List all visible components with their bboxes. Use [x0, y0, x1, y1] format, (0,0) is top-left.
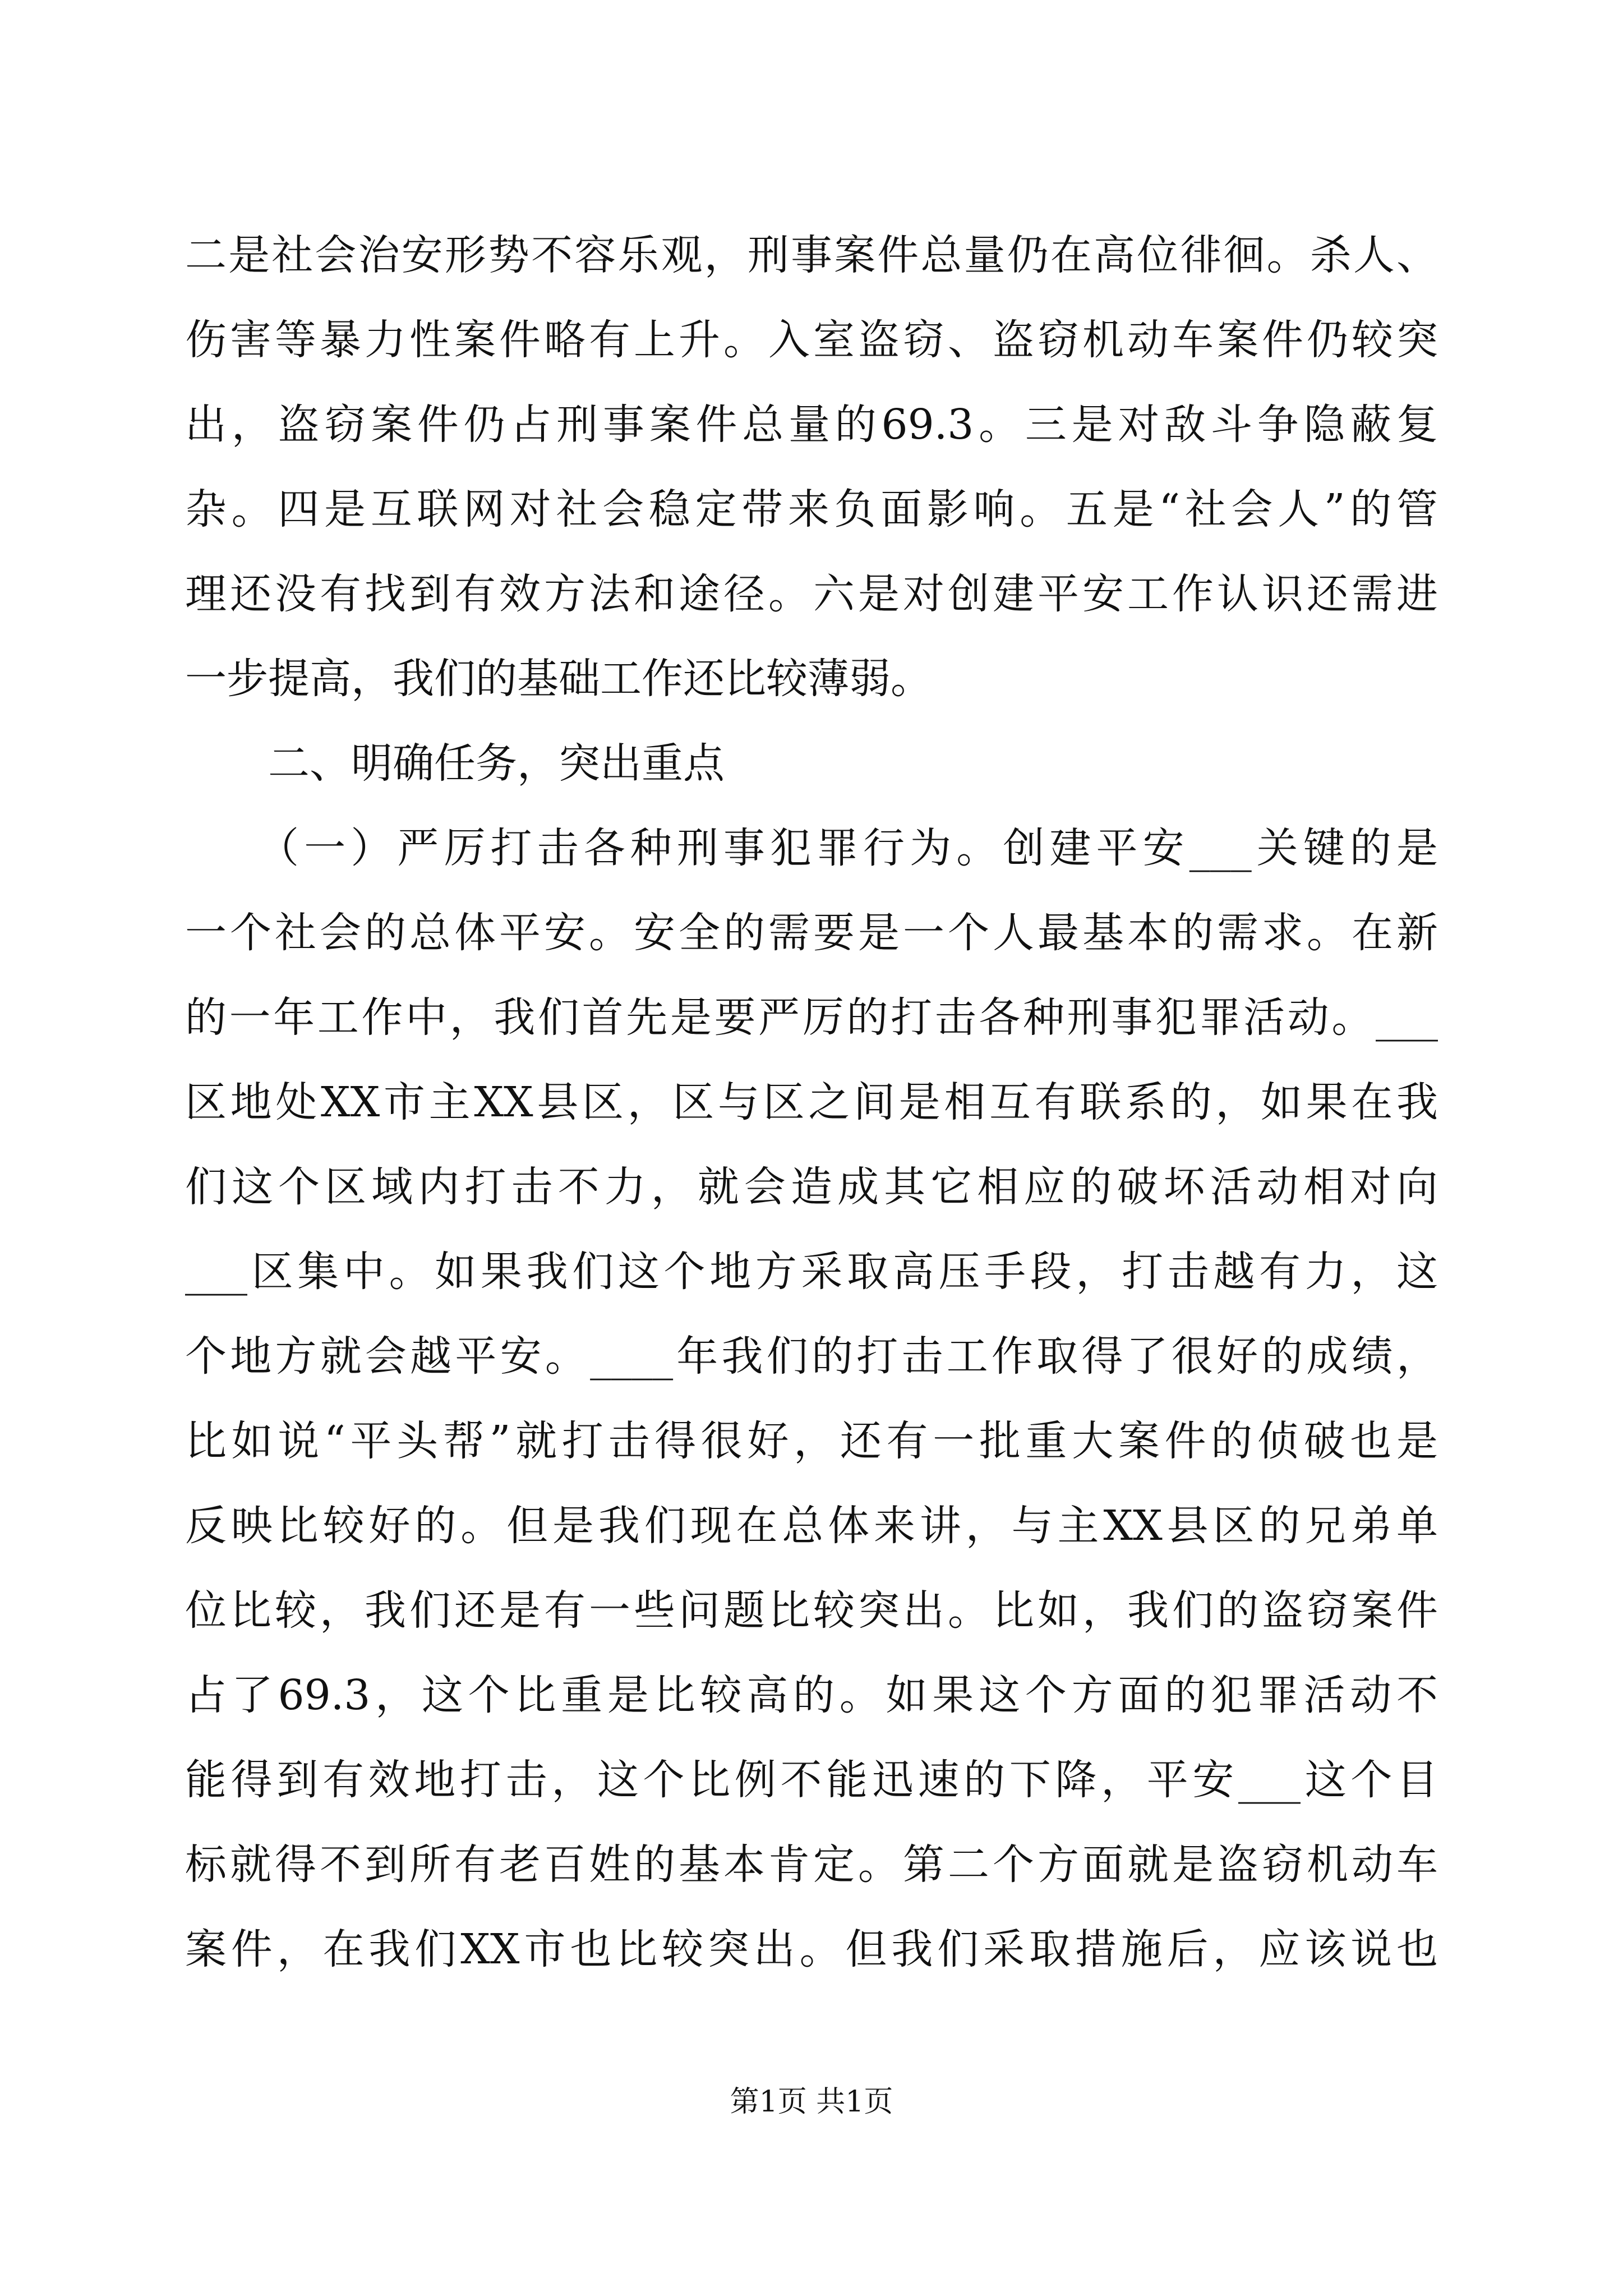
- text-line: 案件，在我们XX市也比较突出。但我们采取措施后，应该说也: [185, 1925, 1438, 1973]
- text-line: 反映比较好的。但是我们现在总体来讲，与主XX县区的兄弟单: [185, 1502, 1438, 1550]
- text-line: 个地方就会越平安。____年我们的打击工作取得了很好的成绩，: [185, 1332, 1438, 1381]
- text-line: 标就得不到所有老百姓的基本肯定。第二个方面就是盗窃机动车: [185, 1841, 1438, 1889]
- text-line: 的一年工作中，我们首先是要严厉的打击各种刑事犯罪活动。___: [185, 993, 1438, 1042]
- body-text: [185, 213, 1438, 1992]
- text-line: 一步提高，我们的基础工作还比较薄弱。: [185, 655, 932, 703]
- text-line: 区地处XX市主XX县区，区与区之间是相互有联系的，如果在我: [185, 1078, 1438, 1126]
- text-line: 占了69.3，这个比重是比较高的。如果这个方面的犯罪活动不: [185, 1671, 1438, 1719]
- text-line: （一）严厉打击各种刑事犯罪行为。创建平安___关键的是: [185, 824, 1438, 872]
- section-heading: 二、明确任务，突出重点: [185, 739, 725, 788]
- page-footer: [0, 2082, 1623, 2122]
- page-number-label: 第1页 共1页: [730, 2085, 893, 2119]
- text-line: 位比较，我们还是有一些问题比较突出。比如，我们的盗窃案件: [185, 1586, 1438, 1635]
- text-line: ___区集中。如果我们这个地方采取高压手段，打击越有力，这: [185, 1248, 1438, 1296]
- text-line: 出，盗窃案件仍占刑事案件总量的69.3。三是对敌斗争隐蔽复: [185, 401, 1438, 449]
- text-line: 伤害等暴力性案件略有上升。入室盗窃、盗窃机动车案件仍较突: [185, 316, 1438, 364]
- text-line: 比如说“平头帮”就打击得很好，还有一批重大案件的侦破也是: [185, 1417, 1438, 1465]
- text-line: 杂。四是互联网对社会稳定带来负面影响。五是“社会人”的管: [185, 485, 1438, 533]
- text-line: 们这个区域内打击不力，就会造成其它相应的破坏活动相对向: [185, 1163, 1438, 1211]
- text-line: 理还没有找到有效方法和途径。六是对创建平安工作认识还需进: [185, 570, 1438, 618]
- text-line: 能得到有效地打击，这个比例不能迅速的下降，平安___这个目: [185, 1756, 1438, 1804]
- text-line: 一个社会的总体平安。安全的需要是一个人最基本的需求。在新: [185, 909, 1438, 957]
- text-line: 二是社会治安形势不容乐观，刑事案件总量仍在高位徘徊。杀人、: [185, 231, 1438, 279]
